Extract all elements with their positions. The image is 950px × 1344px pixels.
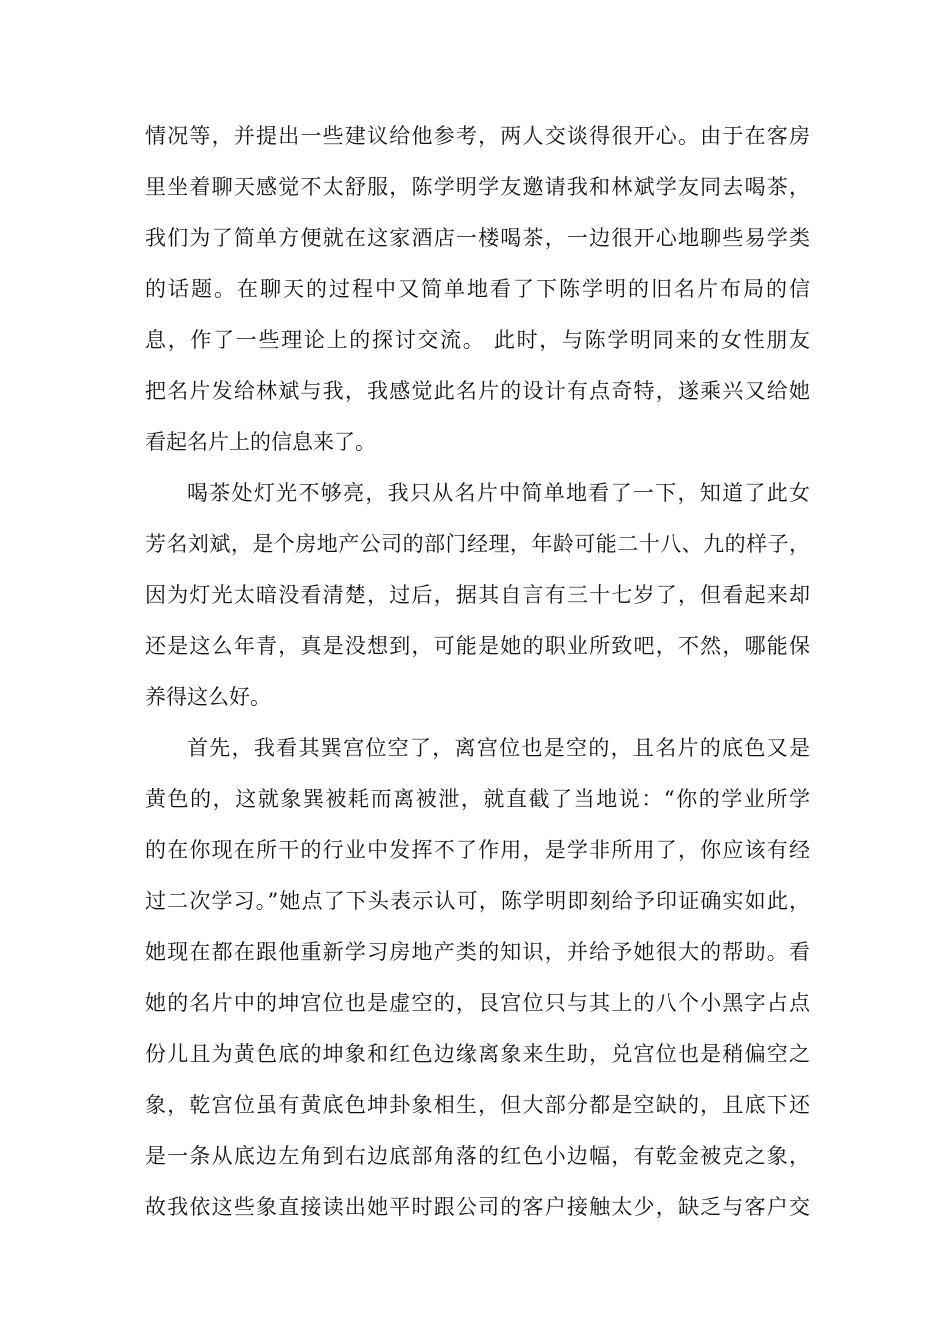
text-line: 首先，我看其巽宫位空了，离宫位也是空的，且名片的底色又是	[187, 736, 810, 760]
text-line: 她现在都在跟他重新学习房地产类的知识，并给予她很大的帮助。看	[145, 940, 810, 964]
text-line: 情况等，并提出一些建议给他参考，两人交谈得很开心。由于在客房	[145, 124, 810, 148]
text-line: 还是这么年青，真是没想到，可能是她的职业所致吧，不然，哪能保	[145, 634, 810, 658]
text-line: 把名片发给林斌与我，我感觉此名片的设计有点奇特，遂乘兴又给她	[145, 379, 810, 403]
text-line: 我们为了简单方便就在这家酒店一楼喝茶，一边很开心地聊些易学类	[145, 226, 810, 250]
text-line: 芳名刘斌，是个房地产公司的部门经理，年龄可能二十八、九的样子，	[145, 532, 810, 556]
text-line: 里坐着聊天感觉不太舒服，陈学明学友邀请我和林斌学友同去喝茶，	[145, 175, 810, 199]
body-text	[145, 111, 810, 1233]
text-line: 故我依这些象直接读出她平时跟公司的客户接触太少，缺乏与客户交	[145, 1195, 810, 1219]
paragraph-1	[145, 111, 810, 468]
text-line: 过二次学习。”她点了下头表示认可，陈学明即刻给予印证确实如此，	[145, 889, 810, 913]
text-line: 看起名片上的信息来了。	[145, 430, 376, 454]
text-line: 息，作了一些理论上的探讨交流。 此时，与陈学明同来的女性朋友	[145, 328, 810, 352]
text-line: 养得这么好。	[145, 685, 271, 709]
paragraph-3	[145, 723, 810, 1233]
text-line: 因为灯光太暗没看清楚，过后，据其自言有三十七岁了，但看起来却	[145, 583, 810, 607]
text-line: 她的名片中的坤宫位也是虚空的，艮宫位只与其上的八个小黑字占点	[145, 991, 810, 1015]
text-line: 黄色的，这就象巽被耗而离被泄，就直截了当地说：“你的学业所学	[145, 787, 810, 811]
text-line: 喝茶处灯光不够亮，我只从名片中简单地看了一下，知道了此女	[187, 481, 810, 505]
text-line: 是一条从底边左角到右边底部角落的红色小边幅，有乾金被克之象，	[145, 1144, 810, 1168]
text-line: 的在你现在所干的行业中发挥不了作用，是学非所用了，你应该有经	[145, 838, 810, 862]
text-line: 份儿且为黄色底的坤象和红色边缘离象来生助，兑宫位也是稍偏空之	[145, 1042, 810, 1066]
paragraph-2	[145, 468, 810, 723]
text-line: 象，乾宫位虽有黄底色坤卦象相生，但大部分都是空缺的，且底下还	[145, 1093, 810, 1117]
text-line: 的话题。在聊天的过程中又简单地看了下陈学明的旧名片布局的信	[145, 277, 810, 301]
